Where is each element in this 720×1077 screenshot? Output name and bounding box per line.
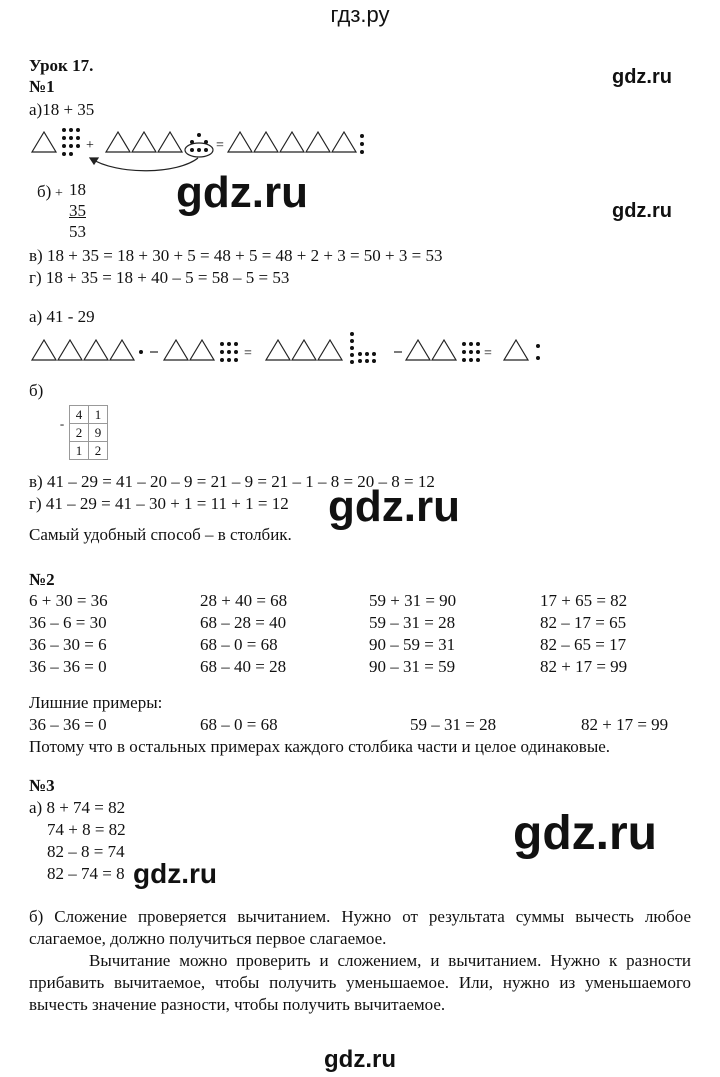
- svg-text:=: =: [216, 138, 224, 153]
- task1-g: г) 18 + 35 = 18 + 40 – 5 = 58 – 5 = 53: [29, 268, 290, 287]
- equation: 90 – 59 = 31: [369, 635, 456, 654]
- svg-text:+: +: [86, 138, 94, 153]
- equation: 90 – 31 = 59: [369, 657, 456, 676]
- task1-number: №1: [29, 77, 55, 96]
- task3-line: 82 – 74 = 8: [47, 864, 125, 883]
- watermark: gdz.ru: [513, 807, 657, 860]
- task1-conclusion: Самый удобный способ – в столбик.: [29, 525, 292, 544]
- triangle-diagram-1: [28, 124, 398, 176]
- watermark: gdz.ru: [612, 66, 672, 88]
- task2-number: №2: [29, 570, 55, 589]
- task1-v2: в) 41 – 29 = 41 – 20 – 9 = 21 – 9 = 21 – 1 – 8 = 20 – 8 = 12: [29, 472, 435, 491]
- extra-equation: 59 – 31 = 28: [410, 715, 497, 734]
- task3-line: 74 + 8 = 82: [47, 820, 126, 839]
- watermark: gdz.ru: [612, 200, 672, 222]
- equation: 82 – 65 = 17: [540, 635, 627, 654]
- svg-text:=: =: [484, 346, 492, 361]
- table-cell: 2: [70, 424, 89, 442]
- task3-number: №3: [29, 776, 55, 795]
- task1-g2: г) 41 – 29 = 41 – 30 + 1 = 11 + 1 = 12: [29, 494, 289, 513]
- equation: 68 – 0 = 68: [200, 635, 278, 654]
- watermark: gdz.ru: [133, 858, 217, 889]
- equation: 36 – 36 = 0: [29, 657, 107, 676]
- extra-label: Лишние примеры:: [29, 693, 163, 712]
- extra-equation: 82 + 17 = 99: [581, 715, 669, 734]
- task3-b-paragraph-2: Вычитание можно проверить и сложением, и вычитанием. Нужно к разности прибавить вычитаемое, чтобы получить уменьшаемое. Или, нужно из уменьшаемого вычесть значение разности, чтобы получить вычитаемое.: [29, 951, 691, 1014]
- task1-b-label: б): [37, 182, 52, 201]
- addend-2: 35: [69, 201, 86, 220]
- extra-equation: 68 – 0 = 68: [200, 715, 278, 734]
- task3-line: 82 – 8 = 74: [47, 842, 125, 861]
- task3-line: а) 8 + 74 = 82: [29, 798, 126, 817]
- task2-reason: Потому что в остальных примерах каждого столбика части и целое одинаковые.: [29, 737, 611, 756]
- task3-b-paragraph-1: б) Сложение проверяется вычитанием. Нужно от результата суммы вычесть любое слагаемое, должно получиться первое слагаемое.: [29, 907, 691, 948]
- equation: 36 – 6 = 30: [29, 613, 107, 632]
- table-cell: 2: [89, 442, 108, 460]
- sum-result: 53: [69, 222, 86, 241]
- table-cell: 4: [70, 406, 89, 424]
- task1-a-label: а)18 + 35: [29, 100, 95, 119]
- extra-equation: 36 – 36 = 0: [29, 715, 107, 734]
- equation: 17 + 65 = 82: [540, 591, 628, 610]
- site-header: гдз.ру: [330, 2, 390, 27]
- table-cell: 9: [89, 424, 108, 442]
- equation: 6 + 30 = 36: [29, 591, 108, 610]
- lesson-title: Урок 17.: [29, 56, 94, 75]
- equation: 68 – 40 = 28: [200, 657, 287, 676]
- watermark: gdz.ru: [328, 482, 460, 531]
- equation: 28 + 40 = 68: [200, 591, 288, 610]
- equation: 36 – 30 = 6: [29, 635, 107, 654]
- task1-a2-label: а) 41 - 29: [29, 307, 95, 326]
- equation: 82 + 17 = 99: [540, 657, 628, 676]
- task1-v: в) 18 + 35 = 18 + 30 + 5 = 48 + 5 = 48 + 2 + 3 = 50 + 3 = 53: [29, 246, 443, 265]
- plus-sign: +: [55, 186, 63, 201]
- equation: 68 – 28 = 40: [200, 613, 287, 632]
- task1-b2-label: б): [29, 381, 44, 400]
- watermark: gdz.ru: [324, 1046, 396, 1073]
- triangle-diagram-2: [28, 330, 568, 374]
- minus-sign: -: [59, 415, 65, 431]
- equation: 59 + 31 = 90: [369, 591, 457, 610]
- subtraction-table: [55, 405, 108, 460]
- equation: 59 – 31 = 28: [369, 613, 456, 632]
- equation: 82 – 17 = 65: [540, 613, 627, 632]
- addend-1: 18: [69, 180, 86, 199]
- table-cell: 1: [70, 442, 89, 460]
- table-cell: 1: [89, 406, 108, 424]
- watermark: gdz.ru: [176, 168, 308, 217]
- svg-text:=: =: [244, 346, 252, 361]
